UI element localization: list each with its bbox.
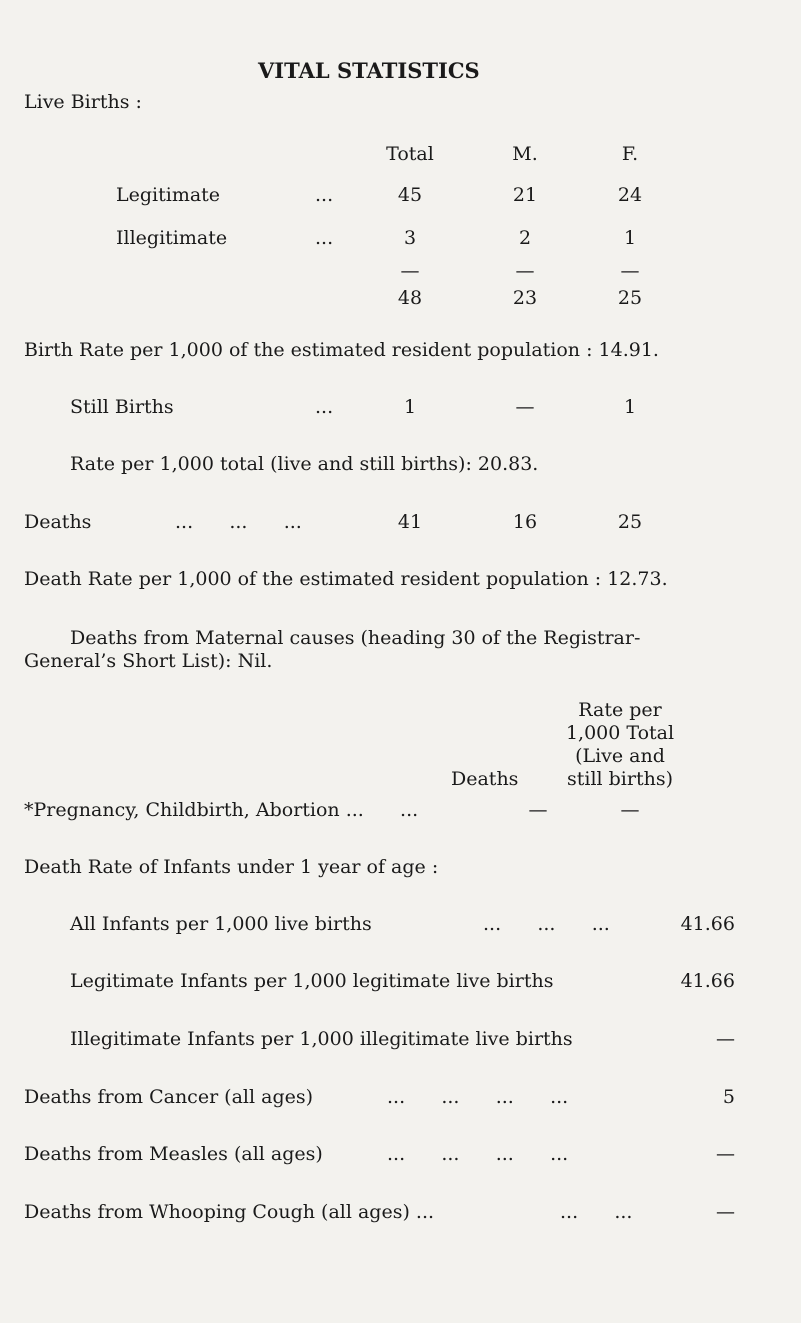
live-births-heading: Live Births : [24,91,142,113]
still-births-label: Still Births [70,396,174,418]
whooping-cough-dots: ... ... [560,1201,633,1223]
rate-header-3: (Live and [575,745,665,767]
still-births-f: 1 [623,396,637,418]
deaths-label: Deaths [24,511,92,533]
infant-all-dots: ... ... ... [483,913,610,935]
rate-header-4: still births) [566,768,673,790]
birth-rate-line: Birth Rate per 1,000 of the estimated resident population : 14.91. [24,339,659,361]
deaths-m: 16 [512,511,538,533]
totals-total: 48 [397,287,423,309]
infant-all-value: 41.66 [680,913,735,935]
measles-label: Deaths from Measles (all ages) [24,1143,323,1165]
rate-header-1: Rate per [578,699,662,721]
still-rate-line: Rate per 1,000 total (live and still births): 20.83. [70,453,539,475]
row-legitimate-m: 21 [512,184,538,206]
rule-m: — [515,260,535,282]
cancer-dots: ... ... ... ... [387,1086,569,1108]
row-illegitimate-label: Illegitimate [116,227,228,249]
totals-f: 25 [617,287,643,309]
still-births-dots: ... [315,396,334,418]
row-legitimate-label: Legitimate [116,184,221,206]
row-legitimate-dots: ... [315,184,334,206]
pregnancy-row-label: *Pregnancy, Childbirth, Abortion ... ... [24,799,419,821]
still-births-m: — [515,396,535,418]
col-m: M. [512,143,538,165]
infant-heading: Death Rate of Infants under 1 year of age : [24,856,439,878]
maternal-line-1: Deaths from Maternal causes (heading 30 of the Registrar- [70,627,641,649]
row-illegitimate-m: 2 [518,227,532,249]
col-total: Total [386,143,434,165]
pregnancy-row-rate: — [620,799,640,821]
rate-header-2: 1,000 Total [565,722,675,744]
cancer-value: 5 [722,1086,735,1108]
infant-legitimate-value: 41.66 [680,970,735,992]
infant-illegitimate-label: Illegitimate Infants per 1,000 illegitimate live births [70,1028,573,1050]
row-legitimate-f: 24 [617,184,643,206]
rule-f: — [620,260,640,282]
infant-all-label: All Infants per 1,000 live births [70,913,372,935]
totals-m: 23 [512,287,538,309]
row-illegitimate-dots: ... [315,227,334,249]
infant-illegitimate-value: — [716,1028,735,1050]
measles-dots: ... ... ... ... [387,1143,569,1165]
deaths-total: 41 [397,511,423,533]
page-title: VITAL STATISTICS [258,58,480,83]
measles-value: — [716,1143,735,1165]
pregnancy-row-deaths: — [528,799,548,821]
deaths-header: Deaths [451,768,519,790]
row-illegitimate-f: 1 [623,227,637,249]
whooping-cough-label: Deaths from Whooping Cough (all ages) ... [24,1201,435,1223]
death-rate-line: Death Rate per 1,000 of the estimated resident population : 12.73. [24,568,668,590]
row-legitimate-total: 45 [397,184,423,206]
deaths-dots: ... ... ... [175,511,302,533]
cancer-label: Deaths from Cancer (all ages) [24,1086,314,1108]
maternal-line-2: General’s Short List): Nil. [24,650,273,672]
whooping-cough-value: — [716,1201,735,1223]
still-births-total: 1 [403,396,417,418]
col-f: F. [621,143,639,165]
infant-legitimate-label: Legitimate Infants per 1,000 legitimate live births [70,970,554,992]
rule-total: — [400,260,420,282]
row-illegitimate-total: 3 [403,227,417,249]
deaths-f: 25 [617,511,643,533]
